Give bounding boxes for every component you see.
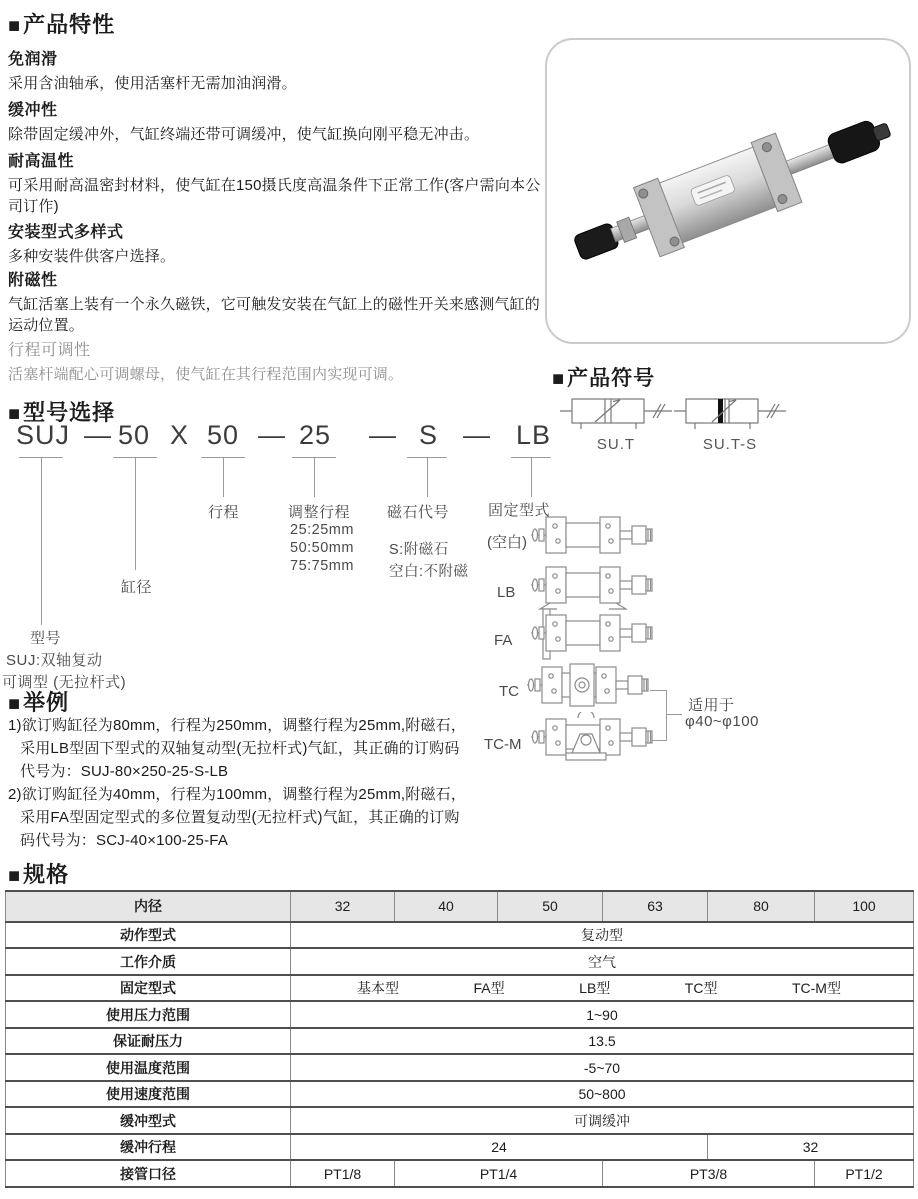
code-dash: — [463, 420, 491, 450]
bracket-line [666, 690, 667, 741]
spec-label-cushion-stroke: 缓冲行程 [6, 1134, 291, 1161]
specs-heading-text: 规格 [23, 862, 70, 887]
feature-block [8, 219, 548, 267]
tree-vline [135, 457, 136, 570]
feature-body: 活塞杆端配心可调螺母，使气缸在其行程范围内实现可调。 [8, 366, 404, 383]
spec-label-speed: 使用速度范围 [6, 1081, 291, 1108]
spec-mounting-type: 基本型 [357, 980, 399, 997]
symbol-sut [558, 392, 674, 453]
spec-value-cushion-stroke: 24 [291, 1134, 708, 1161]
mount-note-line1: 适用于 [688, 697, 735, 714]
spec-row-speed [6, 1081, 914, 1108]
code-dash: — [258, 420, 286, 450]
tree-vline [41, 457, 42, 625]
spec-bore-col: 32 [291, 891, 395, 922]
mount-type-tcm-label: TC-M [484, 736, 522, 753]
product-photo-frame [545, 38, 911, 344]
feature-body: 采用含油轴承，使用活塞杆无需加油润滑。 [8, 75, 297, 92]
feature-block [8, 148, 548, 217]
specs-table [5, 890, 914, 1188]
example-line: 采用LB型固下型式的双轴复动型(无拉杆式)气缸，其正确的订购码 [20, 740, 460, 757]
spec-value-port: PT3/8 [603, 1160, 815, 1187]
tree-vline [223, 457, 224, 497]
spec-bore-col: 50 [498, 891, 603, 922]
spec-row-action [6, 922, 914, 949]
spec-bore-col: 63 [603, 891, 708, 922]
label-model-desc: SUJ:双轴复动 [6, 652, 103, 669]
label-adjust-title: 调整行程 [288, 504, 351, 521]
example-line: 1)欲订购缸径为80mm，行程为250mm，调整行程为25mm,附磁石， [8, 717, 467, 734]
symbols-heading [552, 362, 655, 392]
bracket-line [650, 740, 666, 741]
label-stroke: 行程 [208, 504, 240, 521]
section-marker-icon: ■ [8, 403, 22, 425]
mount-diagram-tc [524, 660, 652, 712]
mount-diagram-tcm [528, 712, 656, 764]
section-marker-icon: ■ [8, 693, 22, 715]
spec-value-medium: 空气 [291, 948, 914, 975]
spec-value-pressure: 1~90 [291, 1001, 914, 1028]
tree-vline [427, 457, 428, 497]
specs-heading [8, 858, 69, 889]
spec-bore-col: 80 [708, 891, 815, 922]
code-part-adjust: 25 [299, 420, 332, 450]
code-part-model: SUJ [16, 420, 71, 450]
examples-heading-text: 举例 [23, 690, 70, 715]
label-adjust-opt: 75:75mm [290, 558, 354, 574]
spec-row-medium [6, 948, 914, 975]
code-part-stroke: 50 [207, 420, 240, 450]
example-line: 2)欲订购缸径为40mm，行程为100mm，调整行程为25mm,附磁石， [8, 786, 467, 803]
spec-value-temp: -5~70 [291, 1054, 914, 1081]
feature-block [8, 267, 548, 336]
feature-block [8, 97, 548, 145]
label-magnet-title: 磁石代号 [387, 504, 450, 521]
feature-title: 行程可调性 [8, 342, 91, 359]
feature-body: 气缸活塞上装有一个永久磁铁，它可触发安装在气缸上的磁性开关来感测气缸的运动位置。 [8, 296, 541, 334]
spec-mounting-type: LB型 [579, 980, 611, 997]
spec-label-action: 动作型式 [6, 922, 291, 949]
code-dash: — [369, 420, 397, 450]
spec-value-speed: 50~800 [291, 1081, 914, 1108]
feature-title: 耐高温性 [8, 153, 75, 170]
examples-heading [8, 686, 69, 717]
bracket-line [650, 690, 666, 691]
feature-body: 除带固定缓冲外，气缸终端还带可调缓冲，使气缸换向刚平稳无冲击。 [8, 126, 480, 143]
spec-row-proof [6, 1028, 914, 1055]
symbol-label: SU.T-S [702, 436, 758, 453]
spec-value-port: PT1/8 [291, 1160, 395, 1187]
symbol-sut-diagram [558, 392, 674, 434]
label-adjust-opt: 25:25mm [290, 522, 354, 538]
spec-row-cushion [6, 1107, 914, 1134]
mount-type-blank-label: (空白) [487, 534, 527, 551]
spec-label-port: 接管口径 [6, 1160, 291, 1187]
label-magnet-opt: 空白:不附磁 [389, 564, 469, 580]
code-part-mount: LB [516, 420, 552, 450]
spec-row-temp [6, 1054, 914, 1081]
spec-value-cushion: 可调缓冲 [291, 1107, 914, 1134]
bracket-line [666, 714, 682, 715]
mount-diagram-fa [528, 608, 656, 660]
label-model-no: 型号 [30, 630, 62, 647]
feature-block [8, 337, 548, 385]
spec-label-medium: 工作介质 [6, 948, 291, 975]
spec-row-pressure [6, 1001, 914, 1028]
code-part-bore: 50 [118, 420, 151, 450]
spec-row-mounting [6, 975, 914, 1002]
spec-value-port: PT1/4 [395, 1160, 603, 1187]
label-mount-title: 固定型式 [488, 502, 551, 519]
spec-label-temp: 使用温度范围 [6, 1054, 291, 1081]
mount-type-fa-label: FA [494, 632, 513, 649]
spec-label-cushion: 缓冲型式 [6, 1107, 291, 1134]
feature-title: 免润滑 [8, 51, 58, 68]
label-magnet-opt: S:附磁石 [389, 542, 449, 558]
spec-row-bore [6, 891, 914, 922]
model-heading-text: 型号选择 [23, 400, 116, 425]
symbol-label: SU.T [596, 436, 636, 453]
symbol-sut-s [672, 392, 788, 453]
label-model-desc: 可调型 (无拉杆式) [2, 674, 127, 691]
spec-value-proof: 13.5 [291, 1028, 914, 1055]
spec-mounting-type: TC-M型 [791, 980, 841, 997]
section-marker-icon: ■ [8, 865, 22, 887]
feature-title: 安装型式多样式 [8, 224, 124, 241]
label-bore: 缸径 [121, 579, 153, 596]
symbols-heading-text: 产品符号 [567, 367, 656, 390]
spec-label-pressure: 使用压力范围 [6, 1001, 291, 1028]
spec-value-port: PT1/2 [815, 1160, 914, 1187]
mount-type-lb-label: LB [497, 584, 516, 601]
mount-diagram-lb [528, 560, 656, 612]
features-heading-text: 产品特性 [23, 12, 116, 37]
code-dash: — [84, 420, 112, 450]
example-line: 码代号为：SCJ-40×100-25-FA [20, 832, 229, 849]
example-line: 代号为：SUJ-80×250-25-S-LB [20, 763, 229, 780]
spec-row-port [6, 1160, 914, 1187]
features-heading [8, 8, 115, 39]
code-part-magnet: S [419, 420, 439, 450]
spec-mounting-type: FA型 [473, 980, 505, 997]
cylinder-photo [547, 40, 909, 342]
feature-title: 缓冲性 [8, 102, 58, 119]
code-x: X [170, 420, 190, 450]
spec-bore-col: 100 [815, 891, 914, 922]
section-marker-icon: ■ [552, 368, 566, 390]
spec-row-cushion-stroke [6, 1134, 914, 1161]
tree-vline [314, 457, 315, 497]
feature-body: 可采用耐高温密封材料，使气缸在150摄氏度高温条件下正常工作(客户需向本公司订作) [8, 177, 541, 215]
label-adjust-opt: 50:50mm [290, 540, 354, 556]
spec-value-cushion-stroke: 32 [708, 1134, 914, 1161]
spec-value-action: 复动型 [291, 922, 914, 949]
tree-vline [531, 457, 532, 497]
feature-title: 附磁性 [8, 272, 58, 289]
symbol-sut-s-diagram [672, 392, 788, 434]
mount-diagram-blank [528, 510, 656, 562]
example-line: 采用FA型固定型式的多位置复动型(无拉杆式)气缸，其正确的订购 [20, 809, 460, 826]
spec-label-bore: 内径 [6, 891, 291, 922]
mount-note-line2: φ40~φ100 [685, 713, 759, 730]
spec-mounting-type: TC型 [684, 980, 718, 997]
feature-body: 多种安装件供客户选择。 [8, 248, 176, 265]
spec-label-proof: 保证耐压力 [6, 1028, 291, 1055]
mount-type-tc-label: TC [499, 683, 519, 700]
spec-value-mounting [291, 975, 914, 1002]
feature-block [8, 46, 548, 94]
spec-bore-col: 40 [395, 891, 498, 922]
spec-label-mounting: 固定型式 [6, 975, 291, 1002]
section-marker-icon: ■ [8, 15, 22, 37]
